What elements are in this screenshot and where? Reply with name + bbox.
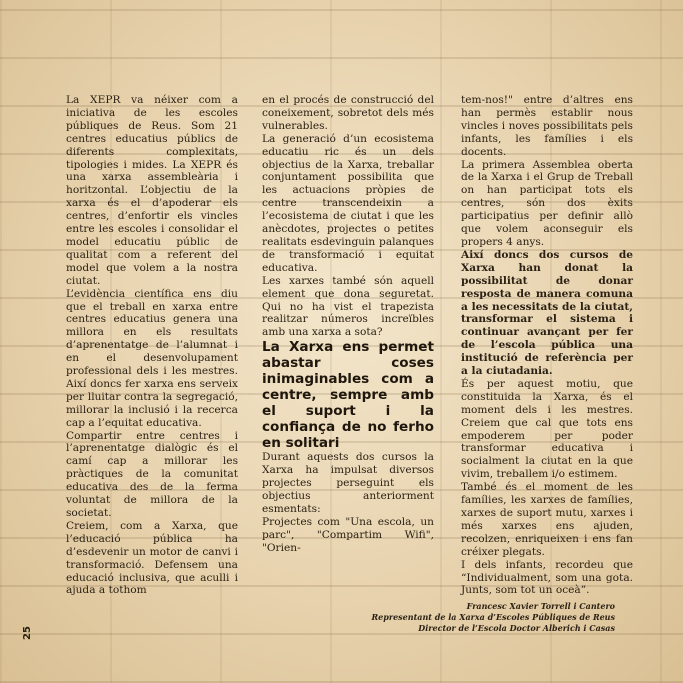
signature-block [295, 601, 615, 634]
pull-quote: La Xarxa ens permet abastar coses inimaginables com a centre, sempre amb el suport i la confiança de no ferho en solitari [262, 339, 434, 452]
paragraph: La generació d’un ecosistema educatiu ric és un dels objectius de la Xarxa, treballar conjuntament possibilita que les actuacions pròpies de centre transcendeixin a l’ecosistema de ciutat i que les anècdotes, projectes o petites realitats esdevinguin palanques de transformació i equitat educativa. [262, 132, 434, 274]
paragraph: Projectes com "Una escola, un parc", "Compartim Wifi", "Orien- [262, 515, 434, 554]
paragraph: La XEPR va néixer com a iniciativa de les escoles públiques de Reus. Som 21 centres educatius públics de diferents complexitats, tipologies i mides. La XEPR és una xarxa assembleària i horitzontal. L’objectiu de la xarxa és el d’apoderar els centres, d’enfortir els vincles entre les escoles i consolidar el model educatiu públic de qualitat com a referent del model que volem a la nostra ciutat. [66, 94, 238, 287]
paragraph: en el procés de construcció del coneixement, sobretot dels més vulnerables. [262, 94, 434, 132]
paragraph: És per aquest motiu, que constituida la Xarxa, és el moment dels i les mestres. Creiem que cal que tots ens empoderem per poder transformar educativa i socialment la ciutat en la que vivim, treballem i/o estimem. [461, 377, 633, 481]
paragraph: I dels infants, recordeu que “Individualment, som una gota. Junts, som tot un oceà”. [461, 558, 633, 597]
bold-paragraph: Així doncs dos cursos de Xarxa han donat la possibilitat de donar resposta de manera comuna a les necessitats de la ciutat, transformar el sistema i continuar avançant per fer de l’escola pública una institució de referència per a la ciutadania. [461, 248, 633, 378]
paragraph: També és el moment de les famílies, les xarxes de famílies, xarxes de suport mutu, xarxes i més xarxes ens ajuden, recolzen, enriqueixen i ens fan créixer plegats. [461, 481, 633, 558]
author-role: Representant de la Xarxa d’Escoles Públiques de Reus [371, 612, 615, 622]
text-column-3 [461, 94, 633, 597]
paragraph: tem-nos!" entre d’altres ens han permès establir nous vincles i noves possibilitats pels infants, les famílies i els docents. [461, 94, 633, 158]
author-name: Francesc Xavier Torrell i Cantero [466, 601, 615, 611]
paragraph: Creiem, com a Xarxa, que l’educació pública ha d’esdevenir un motor de canvi i transformació. Defensem una educació inclusiva, que aculli i ajuda a tothom [66, 519, 238, 597]
paragraph: Les xarxes també són aquell element que dona seguretat. Qui no ha vist el trapezista realitzar números increïbles amb una xarxa a sota? [262, 274, 434, 339]
text-column-1 [66, 94, 238, 597]
page-number: 25 [22, 626, 33, 640]
text-column-2 [262, 94, 434, 554]
paragraph: Durant aquests dos cursos la Xarxa ha impulsat diversos projectes perseguint els objectius anteriorment esmentats: [262, 451, 434, 515]
paragraph: Compartir entre centres i l’aprenentatge dialògic és el camí cap a millorar les pràctiques de la comunitat educativa des de la ferma voluntat de millora de la societat. [66, 429, 238, 519]
paragraph: L’evidència científica ens diu que el treball en xarxa entre centres educatius genera una millora en els resultats d’aprenentatge de l’alumnat i en el desenvolupament professional dels i les mestres. Així doncs fer xarxa ens serveix per lluitar contra la segregació, millorar la inclusió i la recerca cap a l’equitat educativa. [66, 287, 238, 429]
paragraph: La primera Assemblea oberta de la Xarxa i el Grup de Treball on han participat tots els centres, són dos èxits participatius per definir allò que volem aconseguir els propers 4 anys. [461, 158, 633, 248]
author-role: Director de l’Escola Doctor Alberich i Casas [418, 623, 615, 633]
